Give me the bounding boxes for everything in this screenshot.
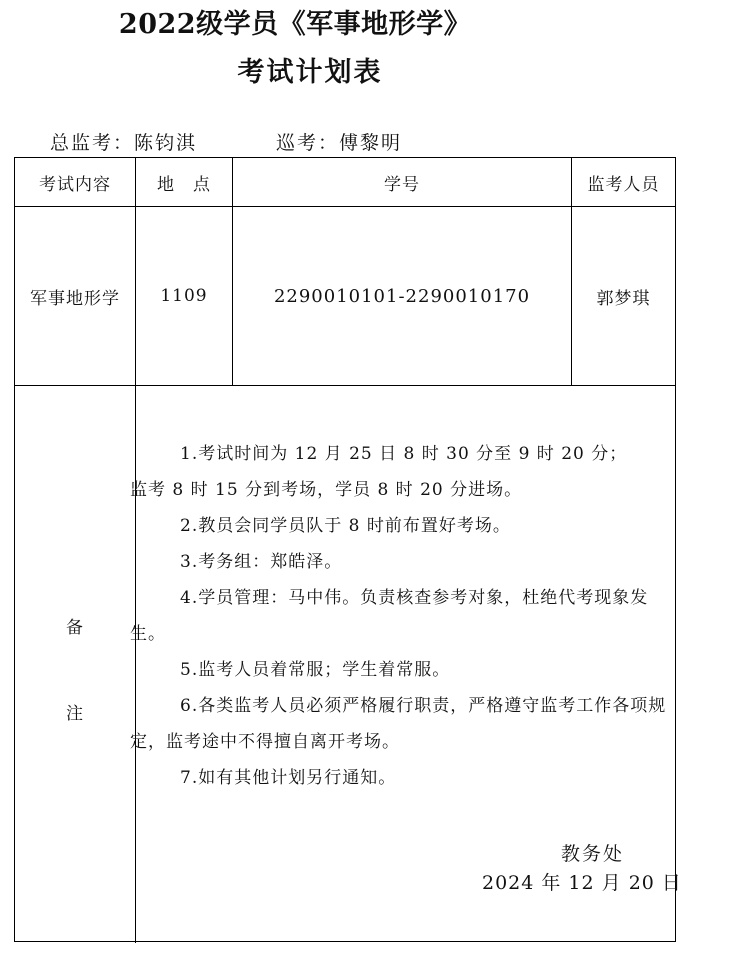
cell-location: 1109: [160, 286, 208, 306]
header-student-ids: 学号: [384, 174, 420, 195]
document-title: 2022级学员《军事地形学》: [118, 9, 472, 40]
note-item: 监考 8 时 15 分到考场，学员 8 时 20 分进场。: [130, 480, 523, 500]
note-item: 6.各类监考人员必须严格履行职责，严格遵守监考工作各项规定，监考途中不得擅自离开考场。: [130, 696, 667, 752]
note-item: 5.监考人员着常服；学生着常服。: [180, 660, 451, 680]
cell-proctor: 郭梦琪: [596, 288, 651, 309]
remarks-label-2: 注: [66, 703, 84, 724]
chief-supervisor: 总监考：陈钧淇: [50, 132, 198, 154]
header-location: 地 点: [157, 174, 211, 195]
header-subject: 考试内容: [39, 174, 111, 195]
row-divider: [15, 385, 675, 386]
cell-student-ids: 2290010101-2290010170: [273, 285, 531, 307]
cell-subject: 军事地形学: [30, 288, 120, 309]
remarks-notes: [130, 436, 672, 796]
note-item: 2.教员会同学员队于 8 时前布置好考场。: [180, 516, 511, 536]
note-item: 3.考务组：郑皓泽。: [180, 552, 343, 572]
issue-date: 2024 年 12 月 20 日: [482, 872, 682, 894]
remarks-label-1: 备: [66, 617, 84, 638]
patrol-inspector: 巡考：傅黎明: [276, 132, 403, 154]
issuer: 教务处: [561, 843, 625, 865]
header-proctor: 监考人员: [587, 174, 660, 195]
note-item: 7.如有其他计划另行通知。: [180, 768, 397, 788]
document-subtitle: 考试计划表: [237, 57, 383, 88]
note-item: 1.考试时间为 12 月 25 日 8 时 30 分至 9 时 20 分；: [180, 444, 628, 464]
note-item: 4.学员管理：马中伟。负责核查参考对象，杜绝代考现象发生。: [130, 588, 649, 644]
